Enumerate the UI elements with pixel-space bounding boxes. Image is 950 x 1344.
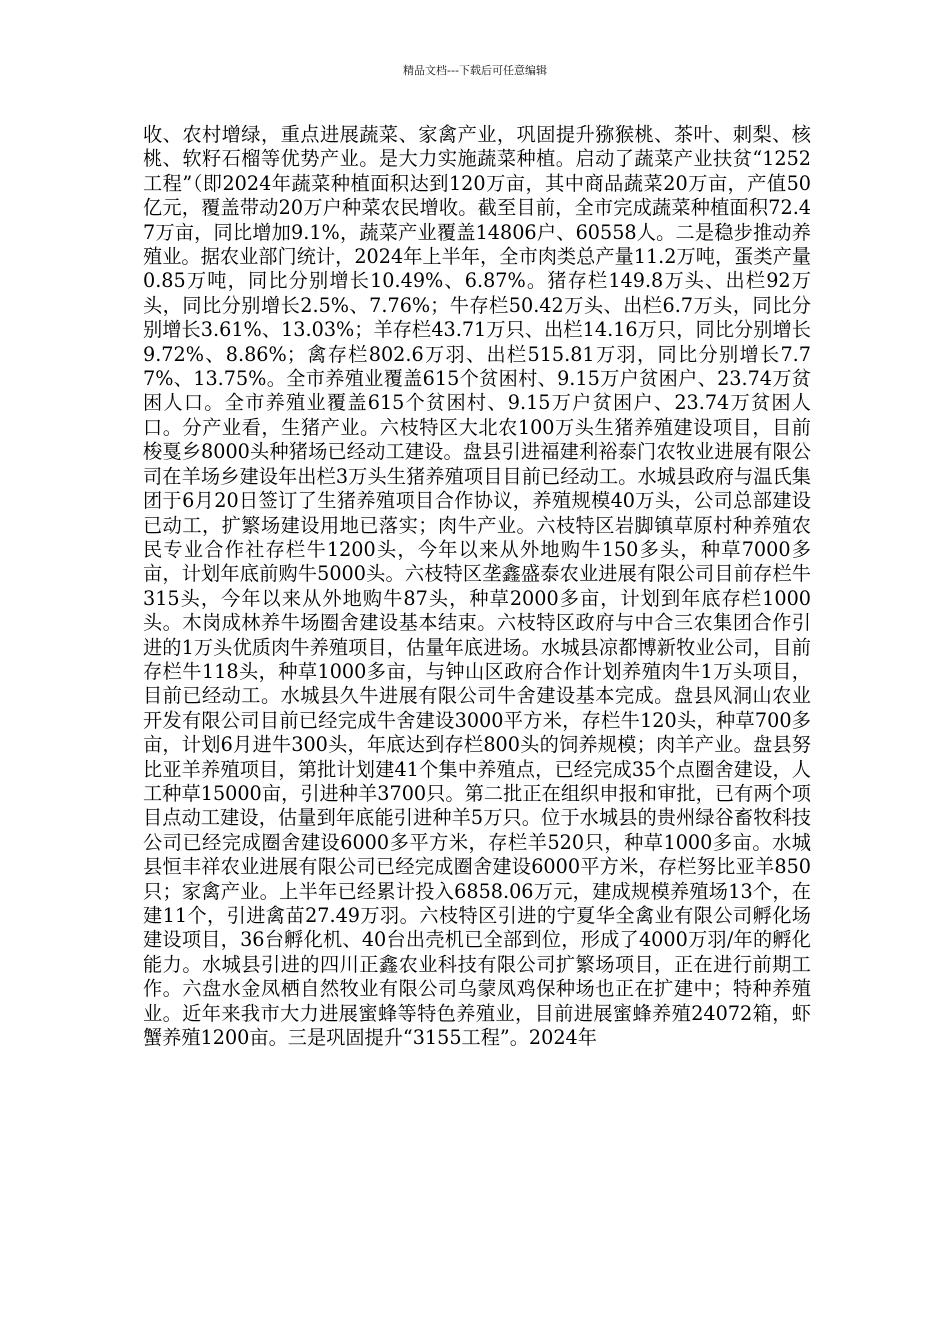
body-paragraph: 收、农村增绿，重点进展蔬菜、家禽产业，巩固提升猕猴桃、茶叶、刺梨、核桃、软籽石榴等优势产业。是大力实施蔬菜种植。启动了蔬菜产业扶贫“1252工程”（即2024年蔬菜种植面积达到120万亩，其中商品蔬菜20万亩，产值50亿元，覆盖带动20万户种菜农民增收。截至目前，全市完成蔬菜种植面积72.47万亩，同比增加9.1%，蔬菜产业覆盖14806户、60558人。二是稳步推动养殖业。据农业部门统计，2024年上半年，全市肉类总产量11.2万吨，蛋类产量0.85万吨，同比分别增长10.49%、6.87%。猪存栏149.8万头、出栏92万头，同比分别增长2.5%、7.76%；牛存栏50.42万头、出栏6.7万头，同比分别增长3.61%、13.03%；羊存栏43.71万只、出栏14.16万只，同比分别增长9.72%、8.86%；禽存栏802.6万羽、出栏515.81万羽，同比分别增长7.77%、13.75%。全市养殖业覆盖615个贫困村、9.15万户贫困户、23.74万贫困人口。全市养殖业覆盖615个贫困村、9.15万户贫困户、23.74万贫困人口。分产业看，生猪产业。六枝特区大北农100万头生猪养殖建设项目，目前梭戛乡8000头种猪场已经动工建设。盘县引进福建利裕泰门农牧业进展有限公司在羊场乡建设年出栏3万头生猪养殖项目目前已经动工。水城县政府与温氏集团于6月20日签订了生猪养殖项目合作协议，养殖规模40万头，公司总部建设已动工，扩繁场建设用地已落实；肉牛产业。六枝特区岩脚镇草原村种养殖农民专业合作社存栏牛1200头，今年以来从外地购牛150多头，种草7000多亩，计划年底前购牛5000头。六枝特区垄鑫盛泰农业进展有限公司目前存栏牛315头，今年以来从外地购牛87头，种草2000多亩，计划到年底存栏1000头。木岗成林养牛场圈舍建设基本结束。六枝特区政府与中合三农集团合作引进的1万头优质肉牛养殖项目，估量年底进场。水城县凉都博新牧业公司，目前存栏牛118头，种草1000多亩，与钟山区政府合作计划养殖肉牛1万头项目，目前已经动工。水城县久牛进展有限公司牛舍建设基本完成。盘县风洞山农业开发有限公司目前已经完成牛舍建设3000平方米，存栏牛120头，种草700多亩，计划6月进牛300头，年底达到存栏800头的饲养规模；肉羊产业。盘县努比亚羊养殖项目，第批计划建41个集中养殖点，已经完成35个点圈舍建设，人工种草15000亩，引进种羊3700只。第二批正在组织申报和审批，已有两个项目点动工建设，估量到年底能引进种羊5万只。位于水城县的贵州绿谷畜牧科技公司已经完成圈舍建设6000多平方米，存栏羊520只，种草1000多亩。水城县恒丰祥农业进展有限公司已经完成圈舍建设6000平方米，存栏努比亚羊850只；家禽产业。上半年已经累计投入6858.06万元，建成规模养殖场13个，在建11个，引进禽苗27.49万羽。六枝特区引进的宁夏华全禽业有限公司孵化场建设项目，36台孵化机、40台出壳机已全部到位，形成了4000万羽/年的孵化能力。水城县引进的四川正鑫农业科技有限公司扩繁场项目，正在进行前期工作。六盘水金凤栖自然牧业有限公司乌蒙凤鸡保种场也正在扩建中；特种养殖业。近年来我市大力进展蜜蜂等特色养殖业，目前进展蜜蜂养殖24072箱，虾蟹养殖1200亩。三是巩固提升“3155工程”。2024年 [143,123,811,1050]
page-header: 精品文档---下载后可任意编辑 [403,64,547,77]
